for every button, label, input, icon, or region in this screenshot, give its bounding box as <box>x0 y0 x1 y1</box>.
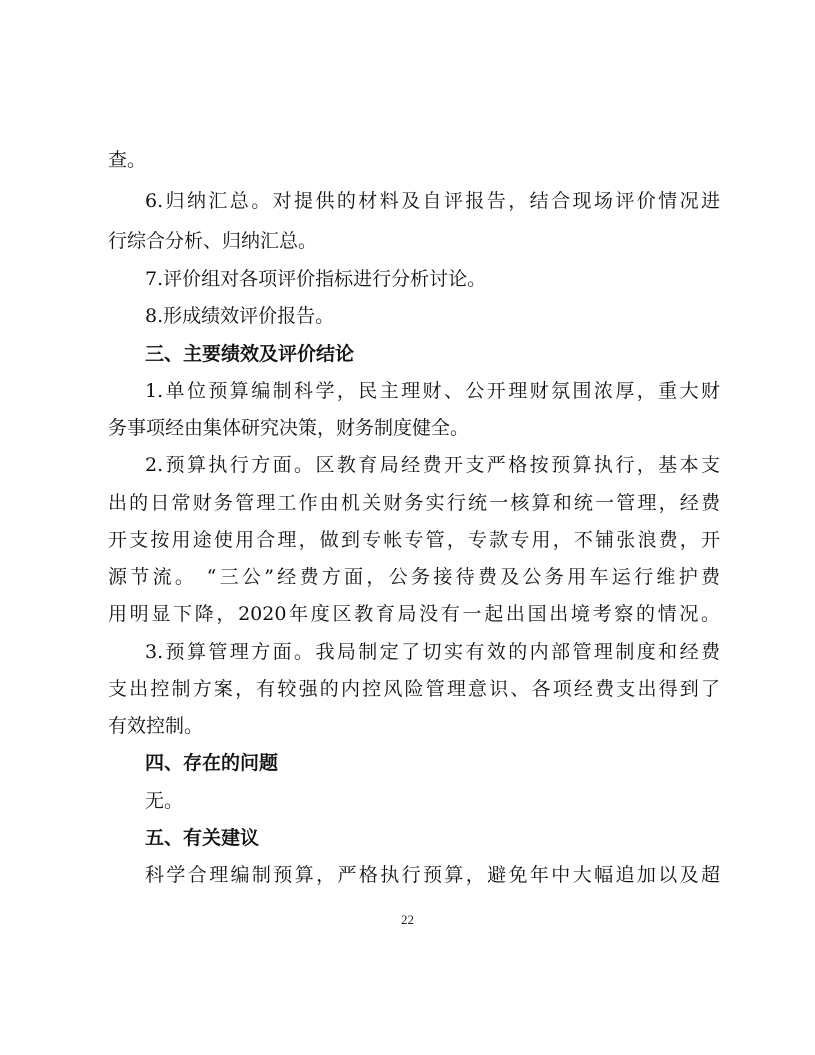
section-heading: 五、有关建议 <box>145 827 260 849</box>
page-number: 22 <box>401 912 414 927</box>
text-line: 行综合分析、归纳汇总。 <box>108 230 318 252</box>
text-line: 7.评价组对各项评价指标进行分析讨论。 <box>145 268 487 290</box>
text-line: 支出控制方案，有较强的内控风险管理意识、各项经费支出得到了 <box>108 678 720 700</box>
text-line: 务事项经由集体研究决策，财务制度健全。 <box>108 417 470 439</box>
text-line: 出的日常财务管理工作由机关财务实行统一核算和统一管理，经费 <box>108 492 720 514</box>
text-line: 6.归纳汇总。对提供的材料及自评报告，结合现场评价情况进 <box>145 190 720 212</box>
text-line: 源节流。 “三公”经费方面，公务接待费及公务用车运行维护费 <box>108 566 720 588</box>
text-line: 查。 <box>108 149 147 171</box>
text-line: 3.预算管理方面。我局制定了切实有效的内部管理制度和经费 <box>145 641 720 663</box>
text-line: 无。 <box>145 790 184 812</box>
text-line: 1.单位预算编制科学，民主理财、公开理财氛围浓厚，重大财 <box>145 380 720 402</box>
text-line: 2.预算执行方面。区教育局经费开支严格按预算执行，基本支 <box>145 454 720 476</box>
section-heading: 三、主要绩效及评价结论 <box>145 343 355 365</box>
text-line: 8.形成绩效评价报告。 <box>145 305 335 327</box>
text-line: 用明显下降，2020年度区教育局没有一起出国出境考察的情况。 <box>108 603 720 625</box>
text-line: 科学合理编制预算，严格执行预算，避免年中大幅追加以及超 <box>145 864 720 886</box>
text-line: 有效控制。 <box>108 715 204 737</box>
section-heading: 四、存在的问题 <box>145 752 279 774</box>
text-line: 开支按用途使用合理，做到专帐专管，专款专用，不铺张浪费，开 <box>108 529 720 551</box>
